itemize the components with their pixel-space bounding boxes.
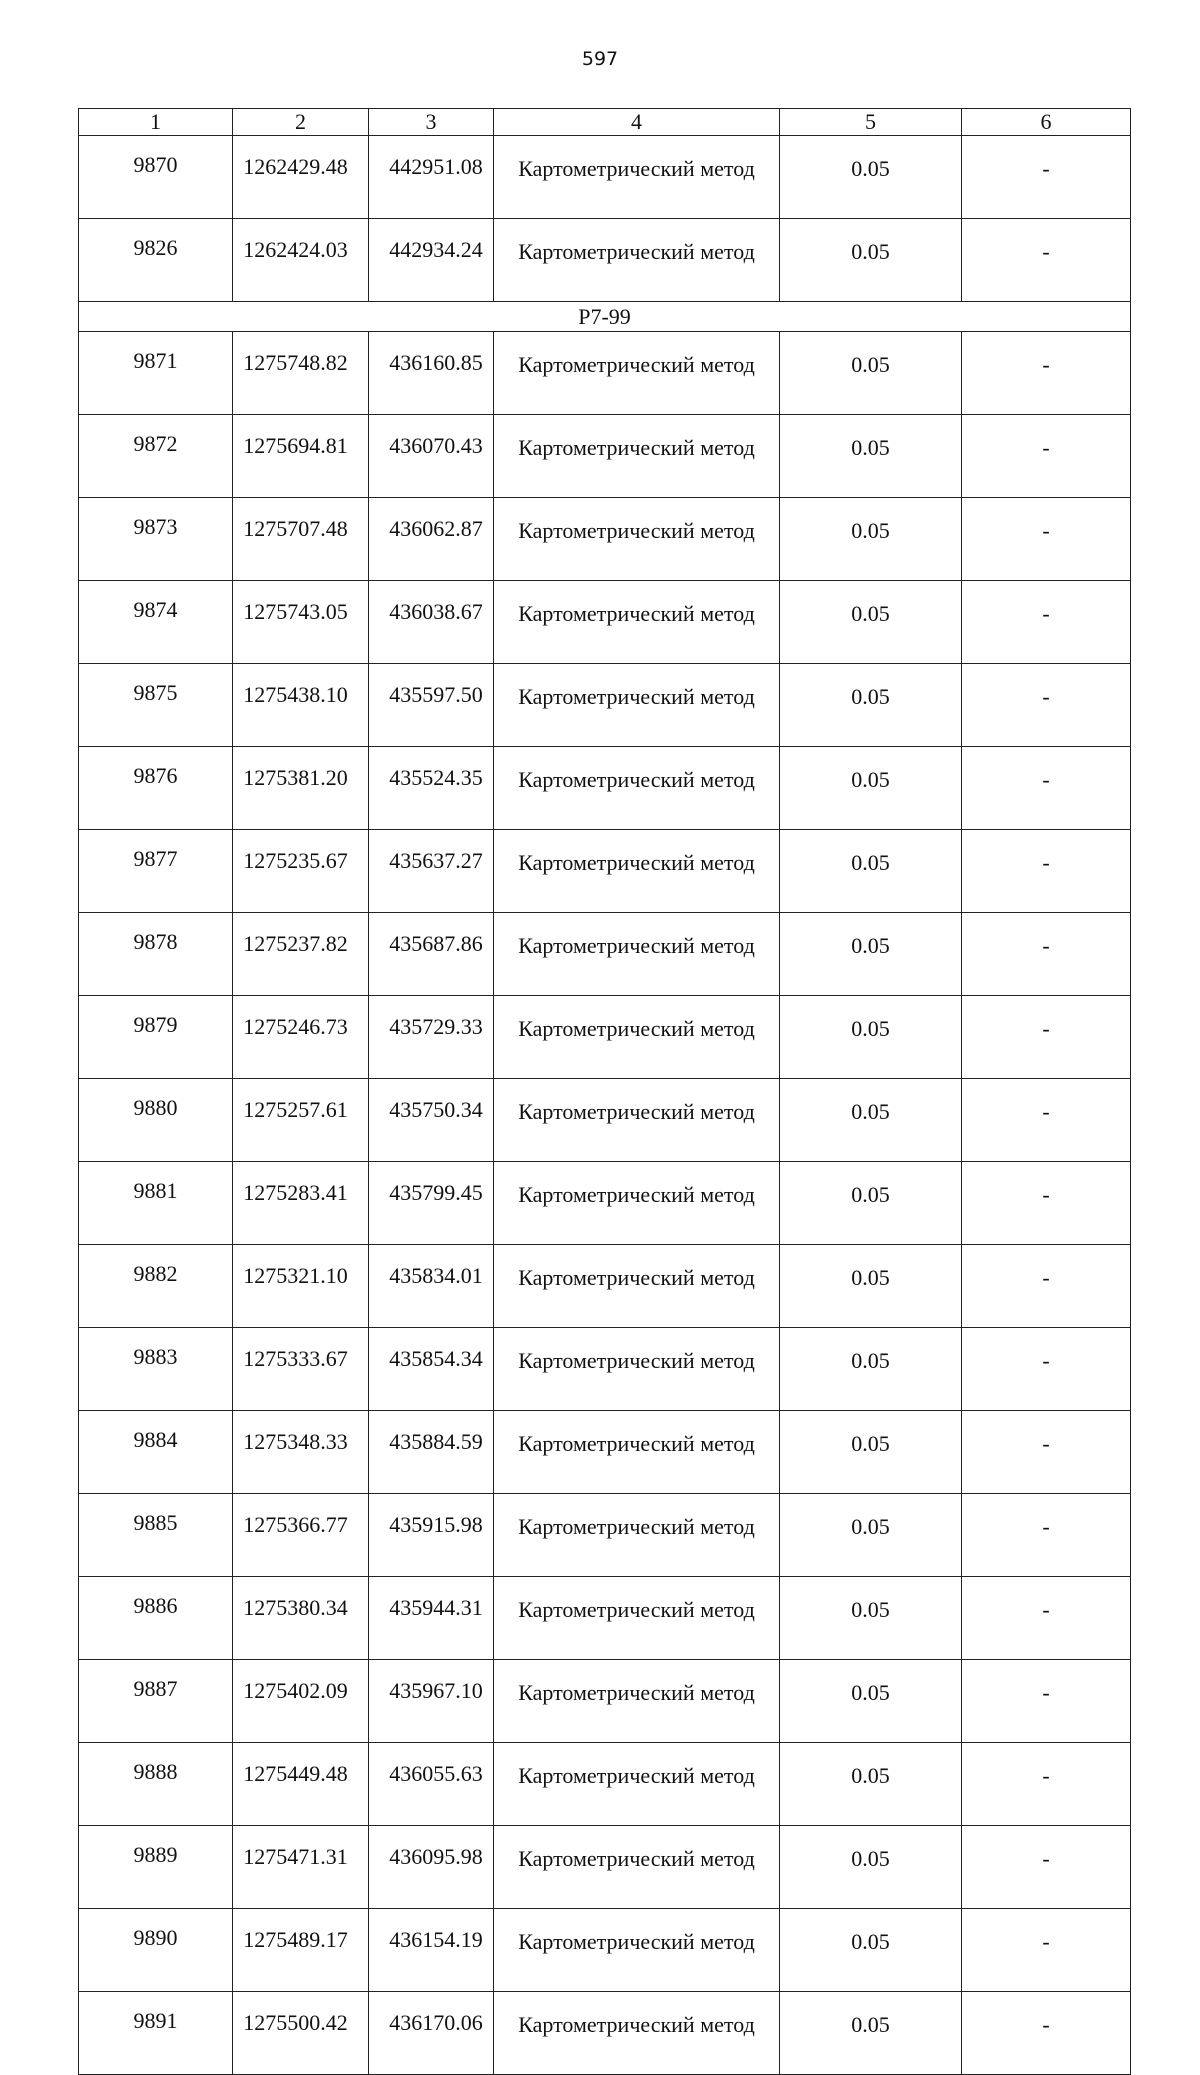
point-number-cell: 9881 [79, 1162, 233, 1245]
y-coordinate-cell: 435750.34 [369, 1079, 494, 1162]
y-coordinate-cell: 435884.59 [369, 1411, 494, 1494]
method-cell: Картометрический метод [494, 136, 780, 219]
note-cell: - [962, 996, 1131, 1079]
table-row [79, 498, 1131, 581]
accuracy-cell: 0.05 [780, 136, 962, 219]
method-cell: Картометрический метод [494, 1577, 780, 1660]
page-number: 597 [581, 48, 619, 70]
accuracy-cell: 0.05 [780, 1079, 962, 1162]
method-cell: Картометрический метод [494, 1411, 780, 1494]
point-number-cell: 9877 [79, 830, 233, 913]
note-cell: - [962, 1909, 1131, 1992]
y-coordinate-cell: 435944.31 [369, 1577, 494, 1660]
x-coordinate-cell: 1275333.67 [233, 1328, 369, 1411]
x-coordinate-cell: 1275471.31 [233, 1826, 369, 1909]
x-coordinate-cell: 1275500.42 [233, 1992, 369, 2075]
point-number-cell: 9891 [79, 1992, 233, 2075]
table-row [79, 1577, 1131, 1660]
x-coordinate-cell: 1275743.05 [233, 581, 369, 664]
note-cell: - [962, 1743, 1131, 1826]
point-number-cell: 9870 [79, 136, 233, 219]
column-header: 4 [494, 109, 780, 136]
point-number-cell: 9883 [79, 1328, 233, 1411]
note-cell: - [962, 1577, 1131, 1660]
method-cell: Картометрический метод [494, 1245, 780, 1328]
accuracy-cell: 0.05 [780, 747, 962, 830]
note-cell: - [962, 830, 1131, 913]
y-coordinate-cell: 442934.24 [369, 219, 494, 302]
point-number-cell: 9876 [79, 747, 233, 830]
accuracy-cell: 0.05 [780, 1245, 962, 1328]
table-row [79, 332, 1131, 415]
table-row [79, 996, 1131, 1079]
method-cell: Картометрический метод [494, 581, 780, 664]
y-coordinate-cell: 436154.19 [369, 1909, 494, 1992]
x-coordinate-cell: 1275246.73 [233, 996, 369, 1079]
y-coordinate-cell: 436070.43 [369, 415, 494, 498]
method-cell: Картометрический метод [494, 1909, 780, 1992]
note-cell: - [962, 1660, 1131, 1743]
note-cell: - [962, 1826, 1131, 1909]
point-number-cell: 9885 [79, 1494, 233, 1577]
x-coordinate-cell: 1275381.20 [233, 747, 369, 830]
table-row [79, 1245, 1131, 1328]
x-coordinate-cell: 1275402.09 [233, 1660, 369, 1743]
table-row [79, 1494, 1131, 1577]
y-coordinate-cell: 435834.01 [369, 1245, 494, 1328]
table-row [79, 1162, 1131, 1245]
accuracy-cell: 0.05 [780, 1743, 962, 1826]
table-row [79, 830, 1131, 913]
point-number-cell: 9890 [79, 1909, 233, 1992]
point-number-cell: 9875 [79, 664, 233, 747]
x-coordinate-cell: 1275283.41 [233, 1162, 369, 1245]
accuracy-cell: 0.05 [780, 498, 962, 581]
method-cell: Картометрический метод [494, 1328, 780, 1411]
y-coordinate-cell: 435687.86 [369, 913, 494, 996]
section-label: Р7-99 [79, 302, 1131, 332]
accuracy-cell: 0.05 [780, 1411, 962, 1494]
table-body-section [79, 332, 1131, 2075]
note-cell: - [962, 747, 1131, 830]
method-cell: Картометрический метод [494, 830, 780, 913]
point-number-cell: 9872 [79, 415, 233, 498]
y-coordinate-cell: 436062.87 [369, 498, 494, 581]
section-header [79, 302, 1131, 332]
method-cell: Картометрический метод [494, 1992, 780, 2075]
point-number-cell: 9826 [79, 219, 233, 302]
column-header: 3 [369, 109, 494, 136]
accuracy-cell: 0.05 [780, 913, 962, 996]
accuracy-cell: 0.05 [780, 581, 962, 664]
y-coordinate-cell: 435799.45 [369, 1162, 494, 1245]
note-cell: - [962, 415, 1131, 498]
method-cell: Картометрический метод [494, 1660, 780, 1743]
accuracy-cell: 0.05 [780, 1909, 962, 1992]
accuracy-cell: 0.05 [780, 1494, 962, 1577]
table-row [79, 1743, 1131, 1826]
x-coordinate-cell: 1275707.48 [233, 498, 369, 581]
note-cell: - [962, 498, 1131, 581]
y-coordinate-cell: 435524.35 [369, 747, 494, 830]
method-cell: Картометрический метод [494, 415, 780, 498]
note-cell: - [962, 1494, 1131, 1577]
table-row [79, 1328, 1131, 1411]
x-coordinate-cell: 1262429.48 [233, 136, 369, 219]
method-cell: Картометрический метод [494, 1826, 780, 1909]
x-coordinate-cell: 1275348.33 [233, 1411, 369, 1494]
y-coordinate-cell: 435967.10 [369, 1660, 494, 1743]
point-number-cell: 9871 [79, 332, 233, 415]
x-coordinate-cell: 1275380.34 [233, 1577, 369, 1660]
note-cell: - [962, 664, 1131, 747]
accuracy-cell: 0.05 [780, 1660, 962, 1743]
point-number-cell: 9882 [79, 1245, 233, 1328]
table-row [79, 1079, 1131, 1162]
method-cell: Картометрический метод [494, 1494, 780, 1577]
note-cell: - [962, 332, 1131, 415]
coordinates-table [78, 108, 1131, 2075]
note-cell: - [962, 136, 1131, 219]
y-coordinate-cell: 436170.06 [369, 1992, 494, 2075]
accuracy-cell: 0.05 [780, 1162, 962, 1245]
point-number-cell: 9888 [79, 1743, 233, 1826]
point-number-cell: 9880 [79, 1079, 233, 1162]
method-cell: Картометрический метод [494, 219, 780, 302]
table-row [79, 581, 1131, 664]
y-coordinate-cell: 436160.85 [369, 332, 494, 415]
table-row [79, 1411, 1131, 1494]
x-coordinate-cell: 1275694.81 [233, 415, 369, 498]
x-coordinate-cell: 1262424.03 [233, 219, 369, 302]
point-number-cell: 9874 [79, 581, 233, 664]
table-row [79, 136, 1131, 219]
method-cell: Картометрический метод [494, 664, 780, 747]
point-number-cell: 9873 [79, 498, 233, 581]
header-row [79, 109, 1131, 136]
x-coordinate-cell: 1275235.67 [233, 830, 369, 913]
table-row [79, 219, 1131, 302]
section-row [79, 302, 1131, 332]
method-cell: Картометрический метод [494, 747, 780, 830]
method-cell: Картометрический метод [494, 1079, 780, 1162]
point-number-cell: 9887 [79, 1660, 233, 1743]
note-cell: - [962, 1992, 1131, 2075]
y-coordinate-cell: 435729.33 [369, 996, 494, 1079]
table-body-top [79, 136, 1131, 302]
point-number-cell: 9886 [79, 1577, 233, 1660]
accuracy-cell: 0.05 [780, 664, 962, 747]
y-coordinate-cell: 435637.27 [369, 830, 494, 913]
column-header: 1 [79, 109, 233, 136]
y-coordinate-cell: 436095.98 [369, 1826, 494, 1909]
x-coordinate-cell: 1275748.82 [233, 332, 369, 415]
accuracy-cell: 0.05 [780, 219, 962, 302]
x-coordinate-cell: 1275438.10 [233, 664, 369, 747]
table-row [79, 1909, 1131, 1992]
x-coordinate-cell: 1275237.82 [233, 913, 369, 996]
note-cell: - [962, 1411, 1131, 1494]
accuracy-cell: 0.05 [780, 830, 962, 913]
x-coordinate-cell: 1275449.48 [233, 1743, 369, 1826]
x-coordinate-cell: 1275321.10 [233, 1245, 369, 1328]
method-cell: Картометрический метод [494, 332, 780, 415]
note-cell: - [962, 1079, 1131, 1162]
accuracy-cell: 0.05 [780, 332, 962, 415]
y-coordinate-cell: 436055.63 [369, 1743, 494, 1826]
method-cell: Картометрический метод [494, 1162, 780, 1245]
note-cell: - [962, 1162, 1131, 1245]
accuracy-cell: 0.05 [780, 1328, 962, 1411]
method-cell: Картометрический метод [494, 498, 780, 581]
note-cell: - [962, 1245, 1131, 1328]
table-row [79, 664, 1131, 747]
note-cell: - [962, 581, 1131, 664]
table-row [79, 1992, 1131, 2075]
table-row [79, 1826, 1131, 1909]
table-row [79, 415, 1131, 498]
point-number-cell: 9879 [79, 996, 233, 1079]
method-cell: Картометрический метод [494, 913, 780, 996]
point-number-cell: 9889 [79, 1826, 233, 1909]
accuracy-cell: 0.05 [780, 415, 962, 498]
accuracy-cell: 0.05 [780, 1992, 962, 2075]
point-number-cell: 9884 [79, 1411, 233, 1494]
accuracy-cell: 0.05 [780, 1577, 962, 1660]
table-row [79, 1660, 1131, 1743]
table-row [79, 913, 1131, 996]
column-header: 5 [780, 109, 962, 136]
x-coordinate-cell: 1275257.61 [233, 1079, 369, 1162]
method-cell: Картометрический метод [494, 996, 780, 1079]
column-header: 2 [233, 109, 369, 136]
column-header: 6 [962, 109, 1131, 136]
accuracy-cell: 0.05 [780, 996, 962, 1079]
y-coordinate-cell: 435915.98 [369, 1494, 494, 1577]
note-cell: - [962, 219, 1131, 302]
x-coordinate-cell: 1275489.17 [233, 1909, 369, 1992]
y-coordinate-cell: 435597.50 [369, 664, 494, 747]
accuracy-cell: 0.05 [780, 1826, 962, 1909]
method-cell: Картометрический метод [494, 1743, 780, 1826]
table-row [79, 747, 1131, 830]
note-cell: - [962, 1328, 1131, 1411]
y-coordinate-cell: 435854.34 [369, 1328, 494, 1411]
point-number-cell: 9878 [79, 913, 233, 996]
note-cell: - [962, 913, 1131, 996]
y-coordinate-cell: 442951.08 [369, 136, 494, 219]
y-coordinate-cell: 436038.67 [369, 581, 494, 664]
x-coordinate-cell: 1275366.77 [233, 1494, 369, 1577]
